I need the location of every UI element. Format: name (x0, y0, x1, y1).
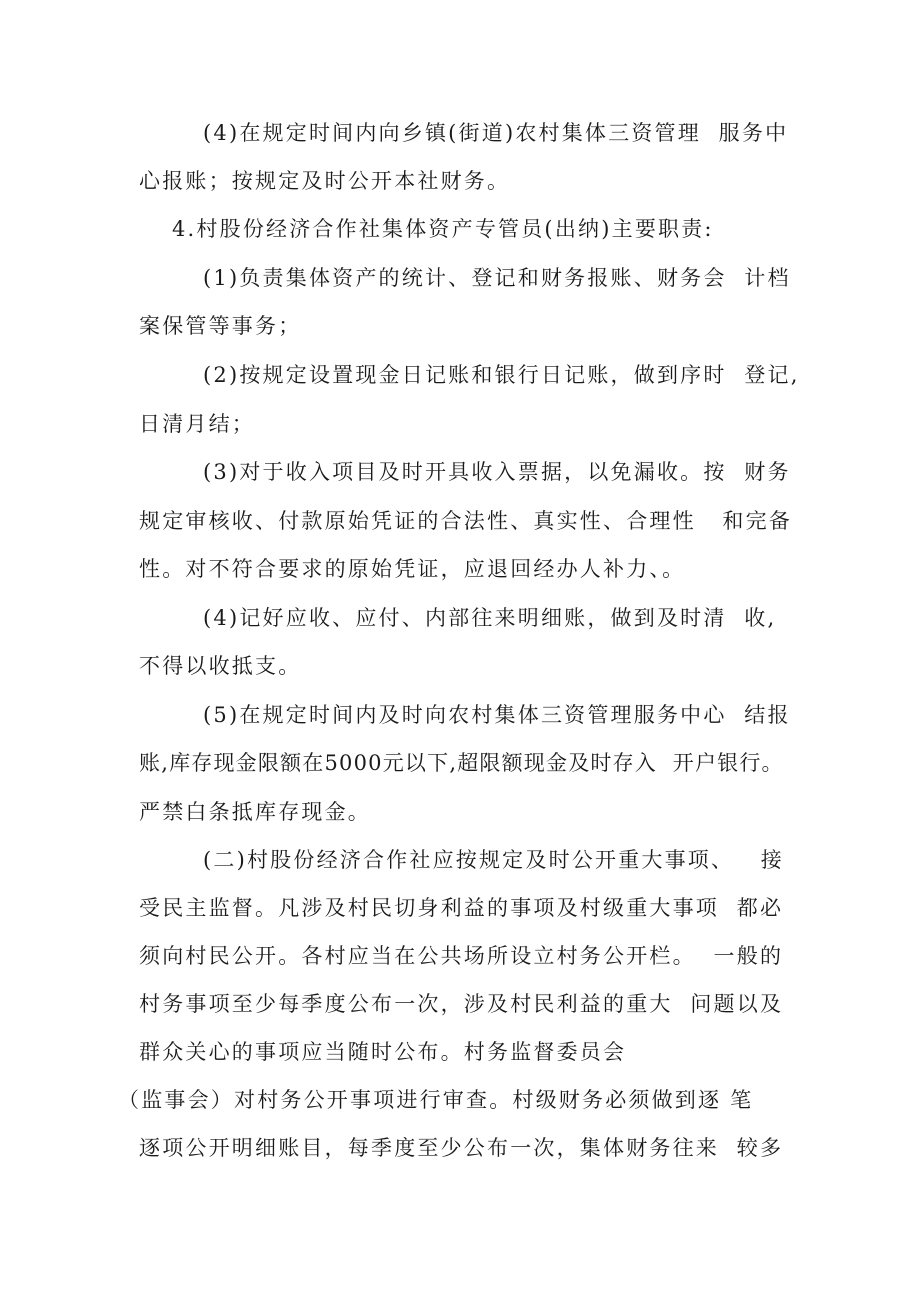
text-line: (4)记好应收、应付、内部往来明细账，做到及时清 收, (203, 606, 777, 630)
text-line: (5)在规定时间内及时向农村集体三资管理服务中心 结报 (203, 703, 791, 727)
text-line: 规定审核收、付款原始凭证的合法性、真实性、合理性 和完备 (139, 509, 793, 533)
text-line: (二)村股份经济合作社应按规定及时公开重大事项、 接 (203, 848, 785, 872)
text-line: (2)按规定设置现金日记账和银行日记账，做到序时 登记, (203, 363, 800, 387)
text-line: 群众关心的事项应当随时公布。村务监督委员会 (139, 1040, 627, 1064)
text-line: 日清月结； (139, 412, 255, 436)
text-line: 村务事项至少每季度公布一次，涉及村民利益的重大 问题以及 (139, 992, 784, 1016)
text-line: 账,库存现金限额在5000元以下,超限额现金及时存入 开户银行。 (139, 751, 784, 775)
text-line: (4)在规定时间内向乡镇(街道)农村集体三资管理 服务中 (203, 121, 789, 145)
text-line: 性。对不符合要求的原始凭证，应退回经办人补力、。 (139, 557, 686, 581)
text-line: 逐项公开明细账目，每季度至少公布一次，集体财务往来 较多 (139, 1136, 784, 1160)
text-line: 4.村股份经济合作社集体资产专管员(出纳)主要职责: (172, 217, 714, 241)
text-line: 不得以收抵支。 (139, 654, 302, 678)
text-line: 须向村民公开。各村应当在公共场所设立村务公开栏。 一般的 (139, 944, 784, 968)
text-line: 受民主监督。凡涉及村民切身利益的事项及村级重大事项 都必 (139, 896, 784, 920)
text-line: (1)负责集体资产的统计、登记和财务报账、财务会 计档 (203, 266, 791, 290)
text-line: 案保管等事务； (139, 314, 302, 338)
text-line: 严禁白条抵库存现金。 (139, 800, 371, 824)
text-line: 心报账；按规定及时公开本社财务。 (139, 169, 511, 193)
text-line: (3)对于收入项目及时开具收入票据，以免漏收。按 财务 (203, 460, 791, 484)
text-line: （监事会）对村务公开事项进行审查。村级财务必须做到逐 笔 (118, 1088, 754, 1112)
